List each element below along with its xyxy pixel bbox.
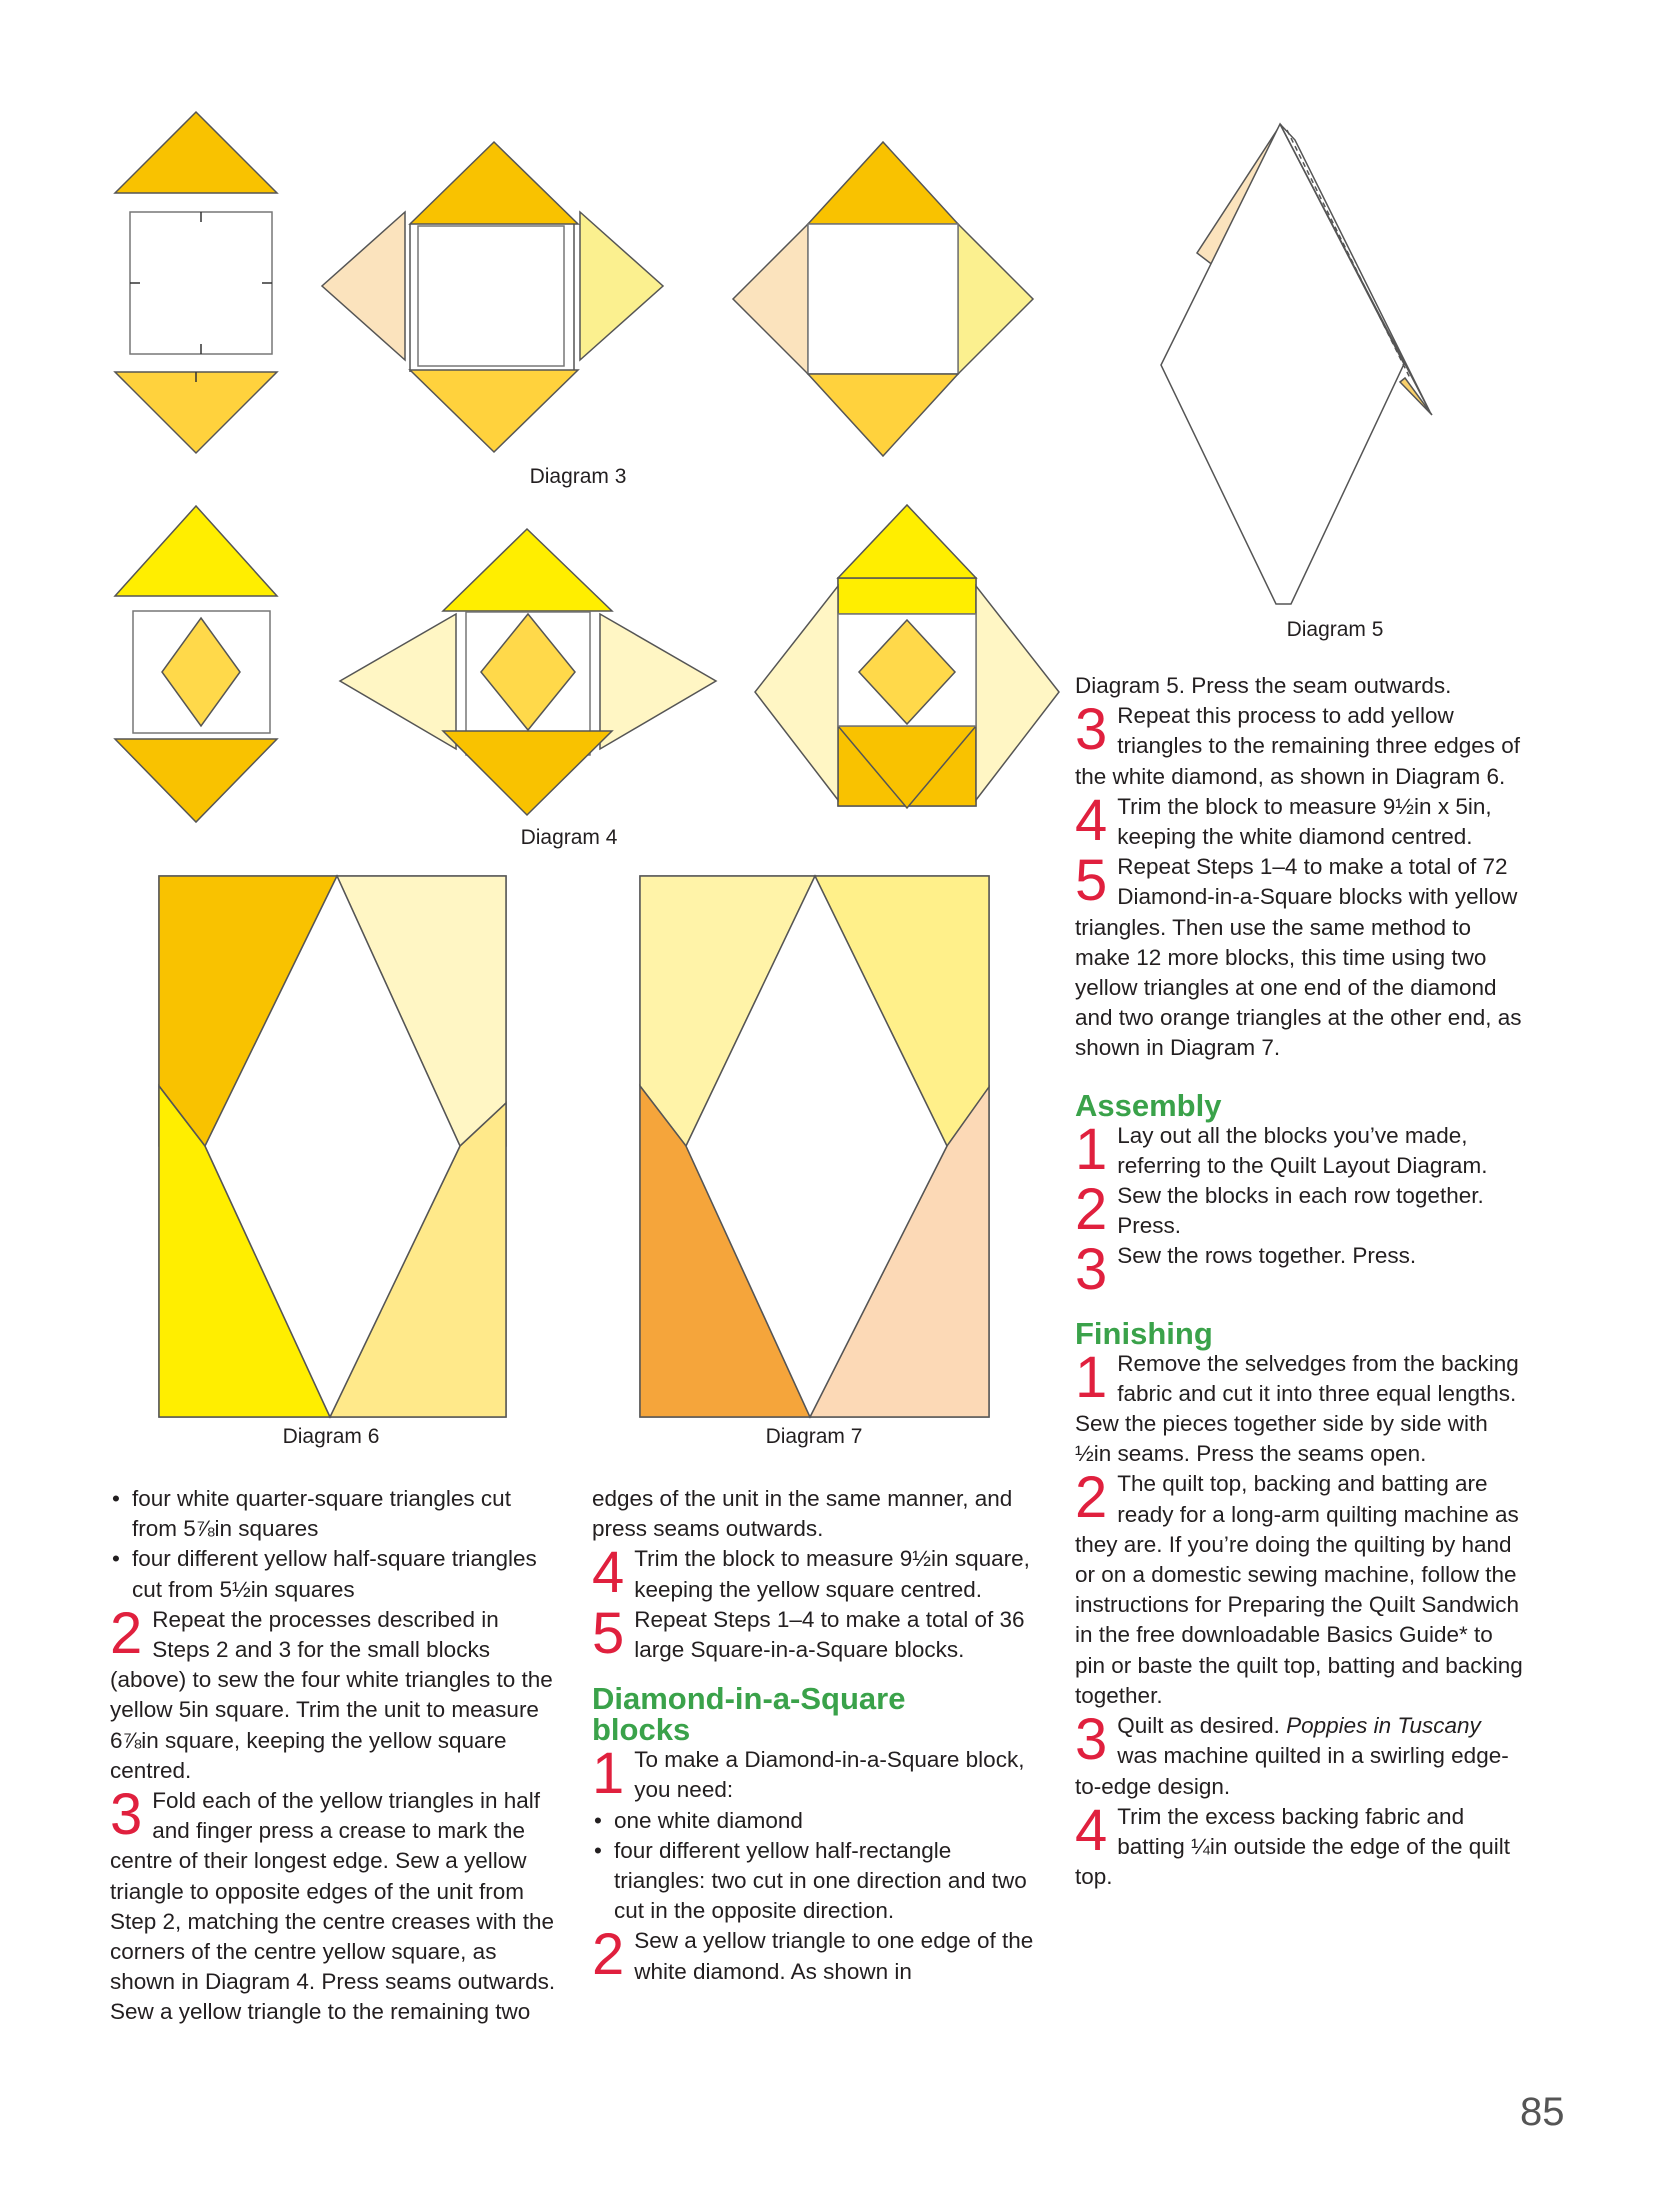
step-number: 3 [1075, 1707, 1108, 1773]
finishing-step-1 [1075, 1344, 1527, 1470]
finishing-step-2 [1075, 1465, 1527, 1711]
step-text: Repeat this process to add yellow triangles to the remaining three edges of the white diamond, as shown in Diagram 6. [1075, 703, 1521, 789]
list-item: • one white diamond [592, 1806, 1044, 1836]
step-number: 4 [592, 1540, 625, 1606]
list-item: • four white quarter-square triangles cut from 5⅞in squares [110, 1484, 560, 1544]
step-text: Lay out all the blocks you’ve made, referring to the Quilt Layout Diagram. [1117, 1122, 1488, 1178]
step-number: 2 [1075, 1177, 1108, 1243]
assembly-heading: Assembly [1075, 1087, 1222, 1123]
diagram-7-caption: Diagram 7 [765, 1425, 863, 1448]
finishing-step-4 [1075, 1797, 1527, 1893]
text-column-1 [110, 1484, 560, 2028]
step-number: 1 [1075, 1344, 1108, 1410]
step-number: 3 [1075, 697, 1108, 763]
step-number: 3 [110, 1782, 143, 1848]
step-2 [592, 1922, 1044, 1988]
diagram-3-caption: Diagram 3 [529, 465, 627, 488]
list-item: • four different yellow half-square triangles cut from 5½in squares [110, 1544, 560, 1604]
quilt-name: Poppies in Tuscany [1286, 1713, 1481, 1739]
step-text: To make a Diamond-in-a-Square block, you need: [634, 1747, 1025, 1803]
step-text: was machine quilted in a swirling edge-to-edge design. [1075, 1743, 1509, 1799]
step-number: 5 [1075, 848, 1108, 914]
step-text: Trim the excess backing fabric and batting ¼in outside the edge of the quilt top. [1075, 1803, 1511, 1890]
step-text: Sew the rows together. Press. [1117, 1243, 1417, 1269]
step-2 [110, 1600, 560, 1786]
step-number: 2 [110, 1600, 143, 1666]
step-number: 1 [1075, 1116, 1108, 1182]
step-text: Quilt as desired. [1117, 1713, 1287, 1739]
step-number: 1 [592, 1741, 625, 1807]
assembly-step-3 [1075, 1237, 1527, 1303]
step-4 [1075, 787, 1527, 853]
step-text: Repeat Steps 1–4 to make a total of 36 large Square-in-a-Square blocks. [634, 1606, 1025, 1663]
step-5 [1075, 848, 1527, 1063]
finishing-step-3 [1075, 1707, 1527, 1802]
step-text: Sew a yellow triangle to one edge of the white diamond. As shown in [634, 1928, 1034, 1984]
step-number: 4 [1075, 1797, 1108, 1863]
step-number: 2 [592, 1922, 625, 1988]
assembly-step-1 [1075, 1116, 1527, 1182]
continued-text: Diagram 5. Press the seam outwards. [1075, 673, 1452, 698]
step-number: 5 [592, 1600, 625, 1666]
continued-text: edges of the unit in the same manner, and press seams outwards. [592, 1486, 1013, 1542]
step-text: Fold each of the yellow triangles in half and finger press a crease to mark the centre of their longest edge. Sew a yellow triangle to opposite edges of the unit from Step 2, matching the centre creases with the corners of the centre yellow square, as shown in Diagram 4. Press seams outwards. Sew a yellow triangle to the remaining two [110, 1788, 556, 2025]
diagram-4-caption: Diagram 4 [520, 826, 618, 849]
step-text: Trim the block to measure 9½in square, keeping the yellow square centred. [634, 1546, 1030, 1602]
step-3 [1075, 697, 1527, 792]
list-item: • four different yellow half-rectangle triangles: two cut in one direction and two cut in the opposite direction. [592, 1836, 1044, 1927]
step-1 [592, 1741, 1044, 1807]
step-5 [592, 1600, 1044, 1666]
diagram-5-caption: Diagram 5 [1286, 618, 1384, 641]
text-column-3 [1075, 671, 1527, 1892]
assembly-step-2 [1075, 1177, 1527, 1243]
step-number: 3 [1075, 1237, 1108, 1303]
step-text: Sew the blocks in each row together. Press. [1117, 1183, 1484, 1239]
step-4 [592, 1540, 1044, 1606]
diagram-6-caption: Diagram 6 [282, 1425, 380, 1448]
diamond-in-square-heading: Diamond-in-a-Square blocks [592, 1681, 906, 1748]
text-column-2 [592, 1484, 1044, 1987]
step-text: Remove the selvedges from the backing fabric and cut it into three equal lengths. Sew the pieces together side by side with ½in seams. Press the seams open. [1075, 1350, 1519, 1467]
step-text: Repeat the processes described in Steps 2 and 3 for the small blocks (above) to sew the four white triangles to the yellow 5in square. Trim the unit to measure 6⅞in square, keeping the yellow square centred. [110, 1606, 553, 1783]
finishing-heading: Finishing [1075, 1315, 1213, 1351]
step-text: Trim the block to measure 9½in x 5in, keeping the white diamond centred. [1117, 793, 1492, 850]
step-number: 2 [1075, 1465, 1108, 1531]
step-number: 4 [1075, 787, 1108, 853]
step-3 [110, 1782, 560, 2028]
page-number: 85 [1520, 2090, 1565, 2134]
step-text: Repeat Steps 1–4 to make a total of 72 Diamond-in-a-Square blocks with yellow triangles. Then use the same method to make 12 more blocks, this time using two yellow triangles at one end of the diamond and two orange triangles at the other end, as shown in Diagram 7. [1075, 854, 1522, 1061]
step-text: The quilt top, backing and batting are ready for a long-arm quilting machine as they are. If you’re doing the quilting by hand or on a domestic sewing machine, follow the instructions for Preparing the Quilt Sandwich in the free downloadable Basics Guide* to pin or baste the quilt top, batting and backing together. [1075, 1471, 1523, 1708]
